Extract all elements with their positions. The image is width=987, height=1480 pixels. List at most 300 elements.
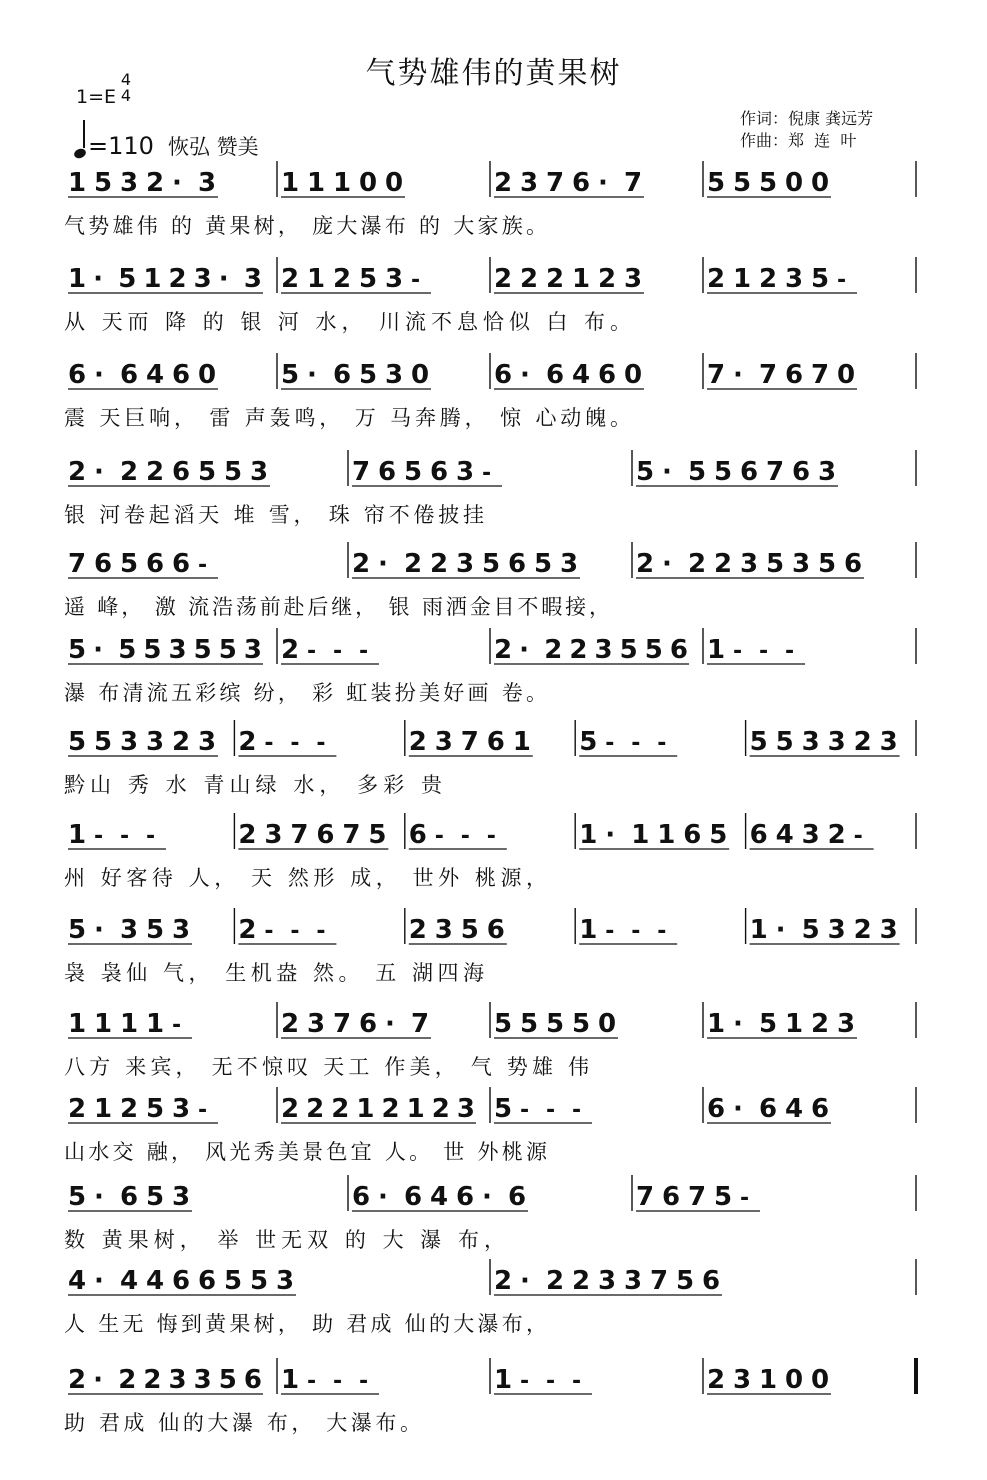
- note-digit: 5: [644, 635, 663, 665]
- note-digit: 1: [146, 1009, 165, 1039]
- note-digit: 1: [307, 264, 326, 294]
- note-digit: 2: [408, 915, 427, 945]
- note-digit: 5: [494, 1094, 513, 1124]
- note-digit: 3: [740, 549, 759, 579]
- note-digit: 0: [598, 1009, 617, 1039]
- note-digit: 7: [636, 1182, 655, 1212]
- dot-mark: ·: [733, 1094, 743, 1124]
- note-digit: 5: [359, 264, 378, 294]
- note-digit: 5: [714, 457, 733, 487]
- note-digit: 6: [792, 457, 811, 487]
- note-digit: 5: [749, 727, 768, 757]
- dot-mark: ·: [519, 635, 530, 665]
- dash-note: -: [359, 1369, 369, 1394]
- note-digit: 2: [494, 1266, 513, 1296]
- note-digit: 2: [143, 1365, 162, 1395]
- note-digit: 2: [494, 168, 513, 198]
- note-digit: 1: [68, 1009, 87, 1039]
- lyrics-line: 八方 来宾， 无不惊叹 天工 作美， 气 势雄 伟: [64, 1055, 589, 1079]
- note-digit: 6: [494, 360, 513, 390]
- note-digit: 2: [168, 264, 187, 294]
- note-digit: 0: [785, 168, 804, 198]
- note-digit: 2: [281, 1094, 300, 1124]
- note-digit: 5: [775, 727, 794, 757]
- dash-note: -: [486, 824, 496, 849]
- note-digit: 1: [749, 915, 768, 945]
- note-digit: 1: [94, 1009, 113, 1039]
- note-digit: 0: [198, 360, 217, 390]
- note-digit: 3: [385, 264, 404, 294]
- dash-note: -: [198, 1098, 208, 1123]
- note-digit: 2: [759, 264, 778, 294]
- note-digit: 5: [636, 457, 655, 487]
- note-digit: 6: [546, 360, 565, 390]
- note-digit: 2: [146, 168, 165, 198]
- note-digit: 6: [669, 635, 688, 665]
- note-digit: 2: [146, 457, 165, 487]
- note-digit: 2: [494, 264, 513, 294]
- note-digit: 1: [707, 1009, 726, 1039]
- note-digit: 3: [193, 264, 212, 294]
- note-digit: 6: [378, 457, 397, 487]
- note-digit: 5: [193, 635, 212, 665]
- note-digit: 2: [404, 549, 423, 579]
- note-digit: 6: [749, 820, 768, 850]
- note-digit: 4: [146, 360, 165, 390]
- note-digit: 2: [636, 549, 655, 579]
- note-digit: 2: [544, 635, 563, 665]
- note-digit: 2: [707, 1365, 726, 1395]
- note-digit: 3: [879, 727, 898, 757]
- note-digit: 0: [811, 168, 830, 198]
- note-digit: 2: [811, 1009, 830, 1039]
- lyrics-line: 人 生无 悔到黄果树， 助 君成 仙的大瀑布，: [64, 1312, 547, 1336]
- note-digit: 6: [404, 1182, 423, 1212]
- note-digit: 7: [766, 457, 785, 487]
- note-digit: 3: [827, 727, 846, 757]
- lyrics-line: 山水交 融， 风光秀美景色宜 人。 世 外桃源: [64, 1140, 547, 1164]
- note-digit: 1: [356, 1094, 375, 1124]
- note-digit: 7: [688, 1182, 707, 1212]
- note-digit: 6: [120, 1182, 139, 1212]
- note-digit: 1: [512, 727, 531, 757]
- note-digit: 3: [801, 820, 820, 850]
- title: 气势雄伟的黄果树: [365, 56, 622, 91]
- note-digit: 2: [598, 264, 617, 294]
- note-digit: 3: [801, 727, 820, 757]
- note-digit: 6: [333, 360, 352, 390]
- note-digit: 2: [238, 915, 257, 945]
- dash-note: -: [264, 731, 274, 756]
- note-digit: 5: [818, 549, 837, 579]
- note-digit: 6: [486, 915, 505, 945]
- dot-mark: ·: [94, 915, 104, 945]
- note-digit: 3: [879, 915, 898, 945]
- note-digit: 5: [68, 727, 87, 757]
- note-digit: 6: [430, 457, 449, 487]
- dash-note: -: [316, 731, 326, 756]
- note-digit: 7: [290, 820, 309, 850]
- dash-note: -: [631, 919, 641, 944]
- note-digit: 5: [579, 727, 598, 757]
- tempo-value: =110: [88, 132, 154, 160]
- note-digit: 0: [785, 1365, 804, 1395]
- note-digit: 1: [333, 168, 352, 198]
- note-digit: 5: [494, 1009, 513, 1039]
- note-digit: 2: [714, 549, 733, 579]
- note-digit: 1: [657, 820, 676, 850]
- dot-mark: ·: [378, 549, 388, 579]
- note-digit: 4: [120, 1266, 139, 1296]
- note-digit: 5: [404, 457, 423, 487]
- dash-note: -: [198, 553, 208, 578]
- note-digit: 5: [572, 1009, 591, 1039]
- note-digit: 1: [307, 168, 326, 198]
- note-digit: 0: [811, 1365, 830, 1395]
- note-digit: 3: [264, 820, 283, 850]
- note-digit: 3: [198, 727, 217, 757]
- dash-note: -: [307, 639, 317, 664]
- note-digit: 0: [359, 168, 378, 198]
- note-digit: 5: [546, 1009, 565, 1039]
- note-digit: 1: [281, 1365, 300, 1395]
- note-digit: 5: [218, 1365, 237, 1395]
- note-digit: 3: [172, 915, 191, 945]
- note-digit: 2: [572, 1266, 591, 1296]
- dot-mark: ·: [307, 360, 317, 390]
- dot-mark: ·: [218, 264, 229, 294]
- note-digit: 5: [368, 820, 387, 850]
- note-digit: 0: [624, 360, 643, 390]
- note-digit: 7: [68, 549, 87, 579]
- note-digit: 7: [811, 360, 830, 390]
- lyrics-line: 袅 袅仙 气， 生机盎 然。 五 湖四海: [64, 961, 484, 985]
- note-digit: 6: [508, 549, 527, 579]
- note-digit: 2: [331, 1094, 350, 1124]
- dash-note: -: [460, 824, 470, 849]
- note-digit: 3: [198, 168, 217, 198]
- note-digit: 6: [662, 1182, 681, 1212]
- dot-mark: ·: [775, 915, 786, 945]
- note-digit: 4: [430, 1182, 449, 1212]
- note-digit: 4: [146, 1266, 165, 1296]
- note-digit: 3: [792, 549, 811, 579]
- dash-note: -: [146, 824, 156, 849]
- note-digit: 4: [785, 1094, 804, 1124]
- note-digit: 6: [486, 727, 505, 757]
- dash-note: -: [264, 919, 274, 944]
- note-digit: 2: [494, 635, 513, 665]
- note-digit: 5: [619, 635, 638, 665]
- note-digit: 6: [408, 820, 427, 850]
- dash-note: -: [307, 1369, 317, 1394]
- note-digit: 5: [94, 727, 113, 757]
- note-digit: 2: [68, 457, 87, 487]
- lyrics-line: 遥 峰， 激 流浩荡前赴后继， 银 雨洒金目不暇接，: [64, 595, 610, 619]
- note-digit: 1: [68, 820, 87, 850]
- note-digit: 2: [381, 1094, 400, 1124]
- dot-mark: ·: [94, 1266, 104, 1296]
- note-digit: 7: [342, 820, 361, 850]
- lyrics-line: 震 天巨响， 雷 声轰鸣， 万 马奔腾， 惊 心动魄。: [64, 406, 631, 430]
- note-digit: 1: [785, 1009, 804, 1039]
- note-digit: 5: [359, 360, 378, 390]
- note-digit: 3: [168, 1365, 187, 1395]
- note-digit: 5: [68, 1182, 87, 1212]
- note-digit: 6: [785, 360, 804, 390]
- note-digit: 3: [624, 264, 643, 294]
- note-digit: 3: [434, 727, 453, 757]
- note-digit: 5: [143, 635, 162, 665]
- note-digit: 7: [759, 360, 778, 390]
- note-digit: 2: [238, 820, 257, 850]
- dash-note: -: [316, 919, 326, 944]
- dot-mark: ·: [93, 264, 104, 294]
- note-digit: 2: [281, 1009, 300, 1039]
- note-digit: 6: [68, 360, 87, 390]
- note-digit: 1: [579, 820, 598, 850]
- note-digit: 0: [411, 360, 430, 390]
- dash-note: -: [740, 1186, 750, 1211]
- lyrics-line: 数 黄果树， 举 世无双 的 大 瀑 布，: [64, 1228, 505, 1252]
- lyrics-line: 黔山 秀 水 青山绿 水， 多彩 贵: [64, 773, 442, 797]
- note-digit: 1: [406, 1094, 425, 1124]
- note-digit: 3: [456, 549, 475, 579]
- note-digit: 2: [520, 264, 539, 294]
- note-digit: 5: [676, 1266, 695, 1296]
- dash-note: -: [482, 461, 492, 486]
- lyricist: 作词：倪康 龚远芳: [740, 109, 874, 128]
- note-digit: 5: [714, 1182, 733, 1212]
- lyrics-line: 气势雄伟 的 黄果树， 庞大瀑布 的 大家族。: [64, 214, 547, 238]
- note-digit: 3: [120, 727, 139, 757]
- note-digit: 5: [766, 549, 785, 579]
- note-digit: 6: [740, 457, 759, 487]
- note-digit: 2: [306, 1094, 325, 1124]
- lyrics-line: 银 河卷起滔天 堆 雪， 珠 帘不倦披挂: [64, 503, 484, 527]
- note-digit: 3: [120, 915, 139, 945]
- note-digit: 1: [68, 264, 87, 294]
- note-digit: 3: [168, 635, 187, 665]
- note-digit: 6: [811, 1094, 830, 1124]
- dash-note: -: [94, 824, 104, 849]
- composer: 作曲：郑 连 叶: [740, 131, 857, 150]
- note-digit: 5: [224, 457, 243, 487]
- note-digit: 6: [456, 1182, 475, 1212]
- note-digit: 5: [218, 635, 237, 665]
- lyrics-line: 助 君成 仙的大瀑 布， 大瀑布。: [64, 1411, 421, 1435]
- note-digit: 4: [68, 1266, 87, 1296]
- note-digit: 1: [631, 820, 650, 850]
- note-digit: 3: [456, 457, 475, 487]
- note-digit: 3: [837, 1009, 856, 1039]
- note-digit: 5: [118, 635, 137, 665]
- note-digit: 0: [385, 168, 404, 198]
- dot-mark: ·: [94, 360, 104, 390]
- note-digit: 1: [733, 264, 752, 294]
- dot-mark: ·: [94, 457, 104, 487]
- dash-note: -: [290, 731, 300, 756]
- note-digit: 5: [146, 1182, 165, 1212]
- note-digit: 1: [572, 264, 591, 294]
- note-digit: 1: [143, 264, 162, 294]
- note-digit: 1: [120, 1009, 139, 1039]
- note-digit: 6: [172, 360, 191, 390]
- note-digit: 2: [707, 264, 726, 294]
- note-digit: 5: [250, 1266, 269, 1296]
- note-digit: 5: [281, 360, 300, 390]
- dot-mark: ·: [378, 1182, 388, 1212]
- note-digit: 5: [482, 549, 501, 579]
- note-digit: 5: [534, 549, 553, 579]
- note-digit: 2: [333, 264, 352, 294]
- note-digit: 2: [352, 549, 371, 579]
- lyrics-line: 瀑 布清流五彩缤 纷， 彩 虹装扮美好画 卷。: [64, 681, 547, 705]
- dash-note: -: [657, 731, 667, 756]
- dash-note: -: [605, 919, 615, 944]
- note-digit: 5: [759, 168, 778, 198]
- note-digit: 6: [683, 820, 702, 850]
- note-digit: 3: [560, 549, 579, 579]
- note-digit: 1: [494, 1365, 513, 1395]
- note-digit: 5: [94, 168, 113, 198]
- note-digit: 2: [172, 727, 191, 757]
- note-digit: 6: [572, 168, 591, 198]
- note-digit: 7: [624, 168, 643, 198]
- dash-note: -: [359, 639, 369, 664]
- note-digit: 2: [120, 1094, 139, 1124]
- note-digit: 3: [520, 168, 539, 198]
- dot-mark: ·: [93, 635, 104, 665]
- lyrics-line: 州 好客待 人， 天 然形 成， 世外 桃源，: [64, 866, 547, 890]
- note-digit: 6: [759, 1094, 778, 1124]
- note-digit: 2: [118, 1365, 137, 1395]
- note-digit: 5: [198, 457, 217, 487]
- dash-note: -: [333, 639, 343, 664]
- note-digit: 2: [281, 264, 300, 294]
- note-digit: 5: [520, 1009, 539, 1039]
- note-digit: 3: [172, 1182, 191, 1212]
- dash-note: -: [572, 1369, 582, 1394]
- note-digit: 1: [579, 915, 598, 945]
- note-digit: 3: [243, 264, 262, 294]
- note-digit: 2: [569, 635, 588, 665]
- note-digit: 1: [707, 635, 726, 665]
- note-digit: 3: [307, 1009, 326, 1039]
- note-digit: 3: [598, 1266, 617, 1296]
- note-digit: 2: [431, 1094, 450, 1124]
- note-digit: 5: [460, 915, 479, 945]
- dot-mark: ·: [94, 1182, 104, 1212]
- dash-note: -: [411, 268, 421, 293]
- note-digit: 3: [594, 635, 613, 665]
- dash-note: -: [546, 1369, 556, 1394]
- note-digit: 6: [702, 1266, 721, 1296]
- dash-note: -: [546, 1098, 556, 1123]
- note-digit: 7: [411, 1009, 430, 1039]
- note-digit: 3: [434, 915, 453, 945]
- note-digit: 4: [572, 360, 591, 390]
- dash-note: -: [759, 639, 769, 664]
- note-digit: 4: [775, 820, 794, 850]
- note-digit: 3: [827, 915, 846, 945]
- dot-mark: ·: [662, 549, 672, 579]
- note-digit: 3: [146, 727, 165, 757]
- dot-mark: ·: [605, 820, 616, 850]
- dot-mark: ·: [172, 168, 182, 198]
- note-digit: 2: [281, 635, 300, 665]
- lyrics-line: 从 天而 降 的 银 河 水， 川流不息恰似 白 布。: [64, 310, 632, 334]
- note-digit: 6: [172, 457, 191, 487]
- expression-marking: 恢弘 赞美: [168, 135, 259, 159]
- note-digit: 3: [243, 635, 262, 665]
- note-digit: 6: [844, 549, 863, 579]
- note-digit: 1: [759, 1365, 778, 1395]
- dot-mark: ·: [733, 360, 743, 390]
- note-digit: 2: [853, 727, 872, 757]
- note-digit: 5: [688, 457, 707, 487]
- note-digit: 5: [68, 915, 87, 945]
- note-digit: 7: [546, 168, 565, 198]
- dot-mark: ·: [482, 1182, 492, 1212]
- note-digit: 6: [359, 1009, 378, 1039]
- note-digit: 7: [650, 1266, 669, 1296]
- dash-note: -: [837, 268, 847, 293]
- dash-note: -: [172, 1013, 182, 1038]
- note-digit: 6: [198, 1266, 217, 1296]
- dash-note: -: [520, 1369, 530, 1394]
- note-digit: 3: [172, 1094, 191, 1124]
- note-digit: 3: [120, 168, 139, 198]
- note-digit: 2: [238, 727, 257, 757]
- dot-mark: ·: [733, 1009, 743, 1039]
- note-digit: 1: [94, 1094, 113, 1124]
- note-digit: 6: [243, 1365, 262, 1395]
- dot-mark: ·: [93, 1365, 104, 1395]
- note-digit: 6: [172, 549, 191, 579]
- dash-note: -: [657, 919, 667, 944]
- note-digit: 3: [385, 360, 404, 390]
- note-digit: 6: [120, 360, 139, 390]
- note-digit: 5: [68, 635, 87, 665]
- note-digit: 3: [785, 264, 804, 294]
- note-digit: 5: [707, 168, 726, 198]
- note-digit: 3: [624, 1266, 643, 1296]
- note-digit: 2: [688, 549, 707, 579]
- note-digit: 7: [333, 1009, 352, 1039]
- note-digit: 5: [733, 168, 752, 198]
- dot-mark: ·: [598, 168, 608, 198]
- note-digit: 3: [193, 1365, 212, 1395]
- dash-note: -: [733, 639, 743, 664]
- note-digit: 6: [598, 360, 617, 390]
- note-digit: 5: [146, 915, 165, 945]
- note-digit: 5: [146, 1094, 165, 1124]
- note-digit: 1: [68, 168, 87, 198]
- note-digit: 3: [456, 1094, 475, 1124]
- note-digit: 3: [733, 1365, 752, 1395]
- note-digit: 2: [430, 549, 449, 579]
- note-digit: 3: [818, 457, 837, 487]
- note-digit: 5: [709, 820, 728, 850]
- note-digit: 6: [508, 1182, 527, 1212]
- note-digit: 2: [827, 820, 846, 850]
- dash-note: -: [631, 731, 641, 756]
- dash-note: -: [605, 731, 615, 756]
- note-digit: 5: [801, 915, 820, 945]
- note-digit: 7: [460, 727, 479, 757]
- note-digit: 0: [837, 360, 856, 390]
